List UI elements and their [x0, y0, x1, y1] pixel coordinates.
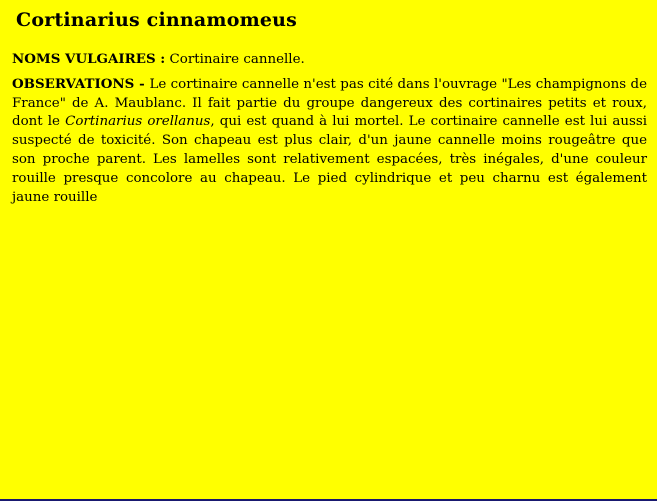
observations-paragraph [12, 75, 647, 208]
observations-text-after: , qui est quand à lui mortel. Le cortinaire cannelle est lui aussi suspecté de toxicité. Son chapeau est plus clair, d'un jaune cannelle moins rougeâtre que son proche parent. Les lamelles sont relativement espacées, très inégales, d'une couleur rouille presque concolore au chapeau. Le pied cylindrique et peu charnu est également jaune rouille [12, 114, 647, 205]
noms-vulgaires-text: Cortinaire cannelle. [165, 52, 305, 67]
species-name-italic: Cortinarius orellanus [65, 114, 211, 130]
observations-text-before: Le cortinaire cannelle n'est pas cité dans l'ouvrage "Les champignons de France" de A. Maublanc. Il fait partie du groupe dangereux des cortinaires petits et roux, dont le [12, 76, 647, 130]
noms-vulgaires-label: NOMS VULGAIRES : [12, 51, 166, 67]
noms-vulgaires-line [12, 50, 647, 70]
observations-label: OBSERVATIONS - [12, 75, 150, 92]
page-title: Cortinarius cinnamomeus [16, 9, 298, 31]
